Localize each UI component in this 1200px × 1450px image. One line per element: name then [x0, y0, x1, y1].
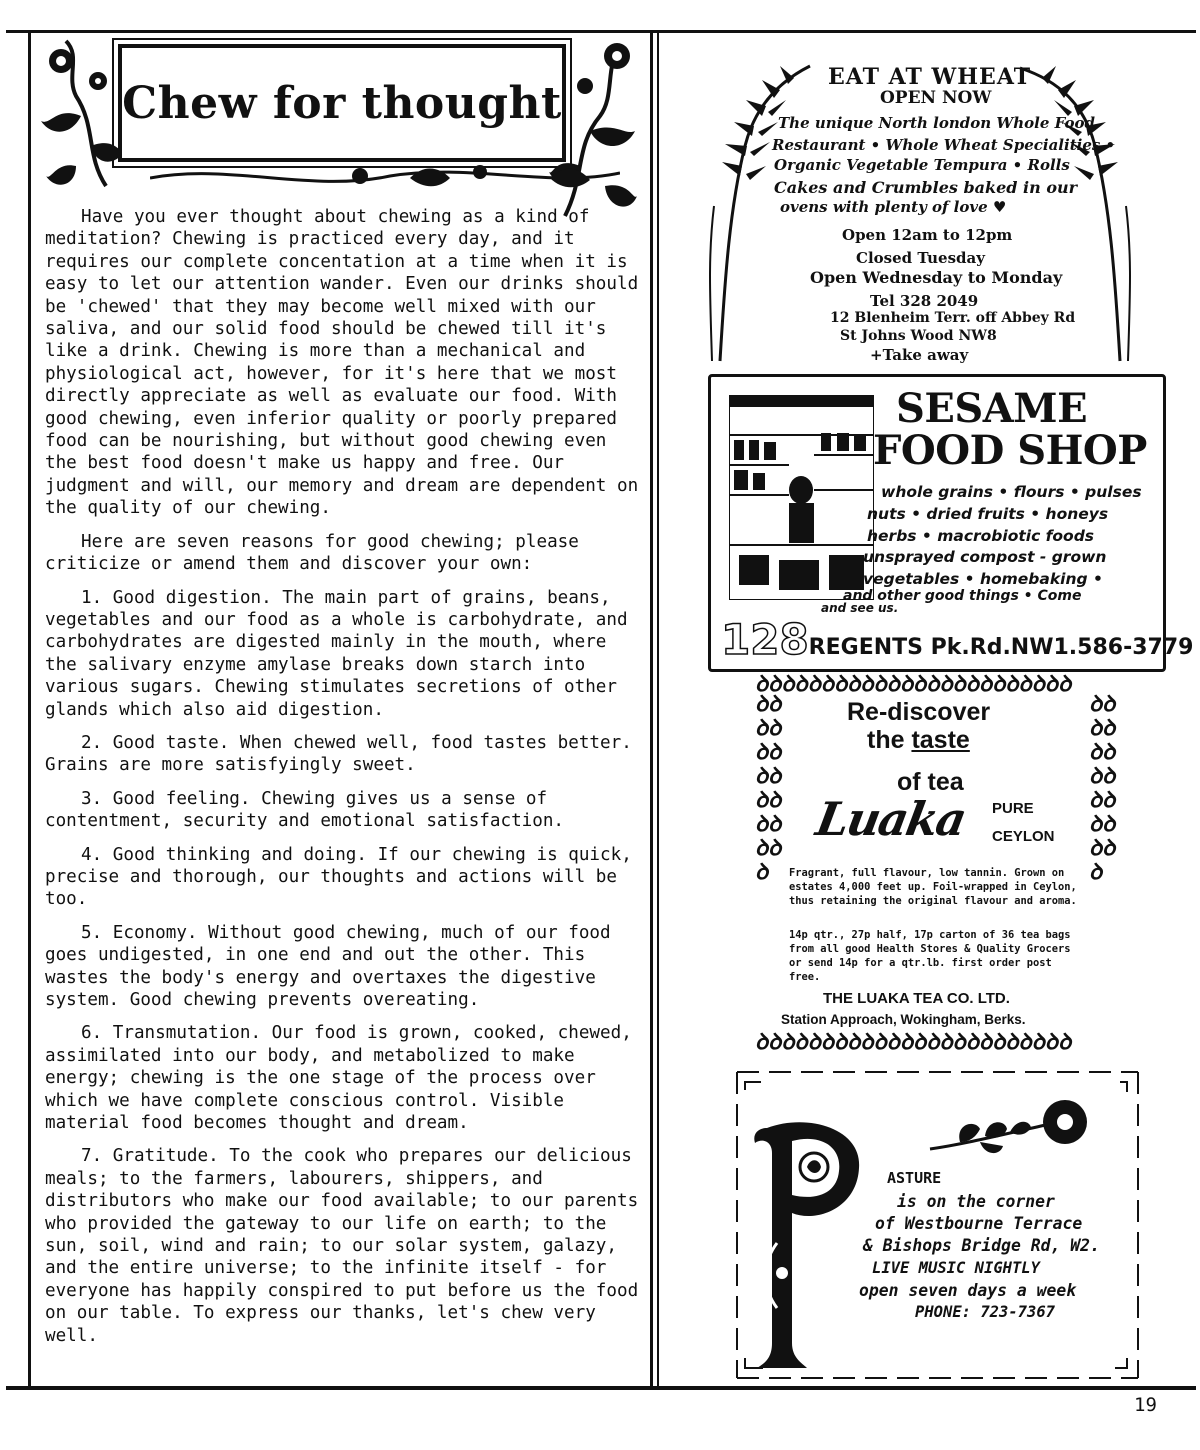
pasture-line: & Bishops Bridge Rd, W2.: [863, 1236, 1100, 1255]
pasture-line: of Westbourne Terrace: [875, 1214, 1083, 1233]
sesame-address-number: 128: [721, 615, 809, 664]
luaka-logo: Luaka: [812, 792, 970, 846]
article-paragraph: 4. Good thinking and doing. If our chewing is quick, precise and thorough, our thoughts and actions will be too.: [45, 844, 632, 910]
pasture-line: ASTURE: [887, 1169, 942, 1187]
pasture-line: PHONE: 723-7367: [915, 1303, 1055, 1321]
bottom-rule: [6, 1386, 1196, 1390]
sesame-line: and see us.: [821, 601, 899, 615]
tea-address: Station Approach, Wokingham, Berks.: [781, 1012, 1026, 1027]
wheat-ad-line: Closed Tuesday: [856, 249, 985, 267]
tea-border-bottom-icon: ꝺꝺꝺꝺꝺꝺꝺꝺꝺꝺꝺꝺꝺꝺꝺꝺꝺꝺꝺꝺꝺꝺꝺꝺ: [755, 1030, 1072, 1054]
page-number: 19: [1134, 1394, 1157, 1416]
sesame-address: [721, 615, 1193, 664]
column-rule-inner: [657, 30, 659, 1388]
tea-headline-2: [867, 726, 970, 755]
article-paragraph: 6. Transmutation. Our food is grown, cooked, chewed, assimilated into our body, and metabolized to make energy; chewing is the one stage of the process over which we have complete conscious control. Visible material food becomes thought and dream.: [45, 1023, 632, 1134]
eat-at-wheat-ad: [700, 56, 1140, 368]
page-title: Chew for thought: [122, 77, 562, 129]
tea-headline-1: Re-discover: [847, 698, 991, 726]
title-box: [118, 44, 566, 162]
article-paragraph: Here are seven reasons for good chewing; please criticize or amend them and discover your own:: [45, 531, 579, 575]
wheat-ad-line: ovens with plenty of love ♥: [780, 198, 1007, 216]
wheat-ad-line: The unique North london Whole Food: [778, 114, 1095, 132]
sesame-line: whole grains • flours • pulses: [881, 483, 1142, 501]
column-rule: [650, 30, 653, 1388]
article-paragraph: 1. Good digestion. The main part of grains, beans, vegetables and our food as a whole is carbohydrate, and carbohydrates are digested mainly in the mouth, where the salivary enzyme amylase breaks down starch into various sugars. Chewing stimulates secretions of other glands which also aid digestion.: [45, 587, 628, 720]
flower-branch-icon: [925, 1094, 1095, 1164]
wheat-ad-line: Cakes and Crumbles baked in our: [774, 178, 1078, 197]
wheat-ad-line: Restaurant • Whole Wheat Specialities •: [772, 136, 1116, 154]
tea-company: THE LUAKA TEA CO. LTD.: [823, 990, 1010, 1007]
pasture-ad: [735, 1068, 1140, 1383]
article-paragraph: 2. Good taste. When chewed well, food tastes better. Grains are more satisfyingly sweet.: [45, 732, 632, 776]
sesame-food-shop-ad: [708, 374, 1194, 672]
wheat-ad-line: OPEN NOW: [880, 88, 992, 108]
wheat-ad-line: +Take away: [870, 346, 969, 364]
tea-headline-2b: taste: [911, 726, 970, 754]
tea-description: Fragrant, full flavour, low tannin. Grown on estates 4,000 feet up. Foil-wrapped in Ceylon, thus retaining the original flavour and aroma.: [789, 867, 1077, 907]
tea-ceylon: CEYLON: [992, 828, 1055, 845]
wheat-ad-line: Organic Vegetable Tempura • Rolls: [774, 156, 1070, 174]
top-rule: [6, 30, 1196, 33]
sesame-line: vegetables • homebaking •: [863, 570, 1103, 588]
pasture-line: open seven days a week: [859, 1281, 1077, 1300]
sesame-title-2: FOOD SHOP: [873, 427, 1147, 474]
tea-headline-3: of tea: [897, 768, 964, 796]
wheat-ad-line: St Johns Wood NW8: [840, 328, 997, 344]
tea-pure: PURE: [992, 800, 1034, 817]
article-paragraph: 5. Economy. Without good chewing, much of our food goes undigested, in one end and out the other. This wastes the body's energy and overtaxes the digestive system. Good chewing prevents overeating.: [45, 922, 611, 1010]
sesame-line: and other good things • Come: [843, 588, 1082, 604]
article-paragraph: 7. Gratitude. To the cook who prepares our delicious meals; to the farmers, labourers, shippers, and distributors who make our food available; to our parents who provided the gateway to our life on earth; to the sun, soil, wind and rain; to our solar system, galazy, and the entire universe; to the infinite itself - for everyone has happily conspired to put before us the food on our table. To express our thanks, let's chew very well.: [45, 1146, 639, 1346]
sesame-line: unsprayed compost - grown: [863, 548, 1107, 566]
article-body: [45, 206, 647, 1358]
wheat-ad-line: 12 Blenheim Terr. off Abbey Rd: [830, 310, 1076, 326]
floral-decoration-left-icon: [36, 36, 126, 196]
wheat-ad-line: Open 12am to 12pm: [842, 226, 1013, 244]
left-rule: [28, 30, 31, 1388]
sesame-address-rest: REGENTS Pk.Rd.NW1.586-3779: [808, 635, 1194, 660]
pasture-line: LIVE MUSIC NIGHTLY: [872, 1259, 1040, 1277]
wheat-ad-title: EAT AT WHEAT: [828, 64, 1032, 90]
tea-border-left-icon: ꝺꝺꝺꝺꝺꝺꝺꝺꝺꝺꝺꝺꝺꝺꝺ: [755, 692, 782, 885]
wheat-ad-line: Open Wednesday to Monday: [810, 268, 1063, 287]
pasture-line: is on the corner: [897, 1192, 1055, 1211]
shop-interior-illustration-icon: [729, 395, 874, 600]
sesame-title-1: SESAME: [896, 385, 1088, 432]
tea-border-top-icon: ꝺꝺꝺꝺꝺꝺꝺꝺꝺꝺꝺꝺꝺꝺꝺꝺꝺꝺꝺꝺꝺꝺꝺꝺ: [755, 672, 1072, 696]
tea-border-right-icon: ꝺꝺꝺꝺꝺꝺꝺꝺꝺꝺꝺꝺꝺꝺꝺ: [1089, 692, 1116, 885]
ornamental-letter-p-icon: [747, 1113, 867, 1378]
floral-decoration-bottom-icon: [150, 158, 620, 198]
sesame-line: nuts • dried fruits • honeys: [867, 505, 1109, 523]
sesame-line: herbs • macrobiotic foods: [867, 527, 1095, 545]
wheat-ad-line: Tel 328 2049: [870, 292, 979, 310]
article-paragraph: Have you ever thought about chewing as a kind of meditation? Chewing is practiced every day, and it requires our complete concentation at a time when it is easy to let our attention wander. Even our drinks should be 'chewed' that they may become well mixed with our saliva, and our solid food should be chewed till it's like a drink. Chewing is more than a mechanical and physiological act, however, for it's here that we most directly appreciate as well as evaluate our food. With good chewing, even inferior quality or poorly prepared food can be nourishing, but without good chewing even the best food doesn't make us happy and free. Our judgment and will, our memory and dream are dependent on the quality of our chewing.: [45, 207, 639, 519]
tea-headline-2a: the: [867, 726, 912, 754]
tea-pricing: 14p qtr., 27p half, 17p carton of 36 tea bags from all good Health Stores & Quality Grocers or send 14p for a qtr.lb. first order post free.: [789, 929, 1071, 983]
luaka-tea-ad: [755, 672, 1115, 1058]
article-paragraph: 3. Good feeling. Chewing gives us a sense of contentment, security and emotional satisfaction.: [45, 788, 565, 832]
